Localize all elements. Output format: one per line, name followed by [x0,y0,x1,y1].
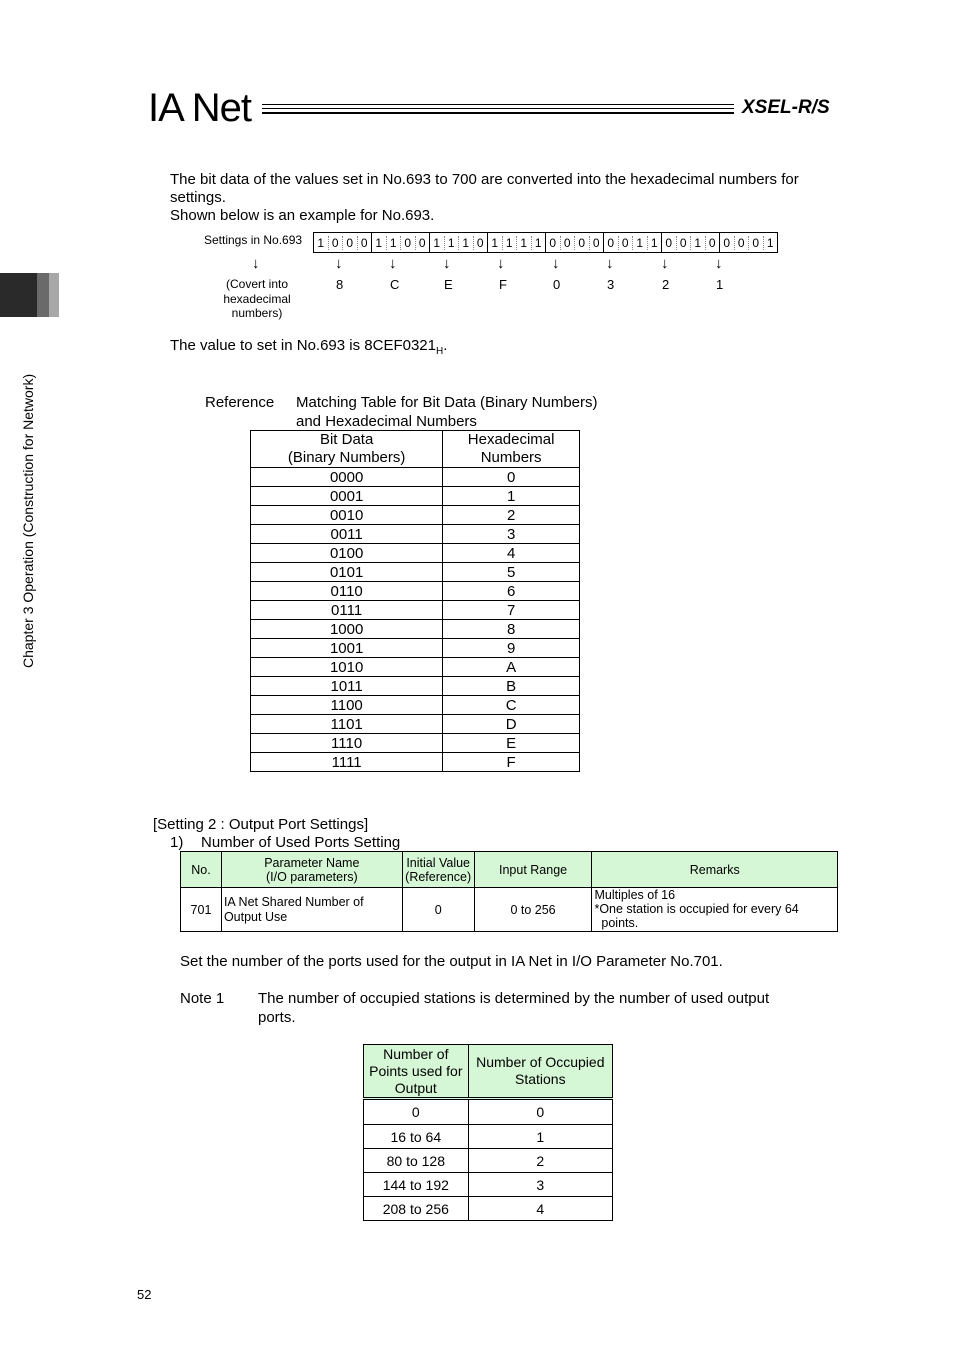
table-cell: Multiples of 16 *One station is occupied for every 64 points. [592,888,838,932]
table-row [251,468,580,487]
table-cell: 0 [364,1099,469,1125]
table-cell: B [443,677,580,696]
intro-line: The bit data of the values set in No.693 to 700 are converted into the hexadecimal numbers for [170,171,799,188]
table-header-row [364,1045,613,1099]
table-cell: 208 to 256 [364,1197,469,1221]
convert-label: (Covert into hexadecimal numbers) [223,277,291,320]
table-cell: 0000 [251,468,443,487]
hex-digit: 2 [662,277,670,292]
header-rule [262,112,734,114]
table-cell: C [443,696,580,715]
hex-digit: C [390,277,400,292]
header-rule [262,108,734,109]
model-name: XSEL-R/S [742,97,830,118]
down-arrow-icon: ↓ [443,255,451,272]
table-row [251,506,580,525]
table-row [251,753,580,772]
table-row [251,582,580,601]
table-cell: IA Net Shared Number of Output Use [221,888,402,932]
table-cell: 1001 [251,639,443,658]
table-cell: 1110 [251,734,443,753]
table-row [251,734,580,753]
bit-group: 1 1 1 0 [430,233,488,253]
table-cell: 80 to 128 [364,1149,469,1173]
table-header: Remarks [592,852,838,888]
reference-title: Matching Table for Bit Data (Binary Numbers) [296,394,598,411]
occupied-stations-table [363,1044,613,1221]
table-cell: 9 [443,639,580,658]
down-arrow-icon: ↓ [661,255,669,272]
table-cell: 0100 [251,544,443,563]
table-header: Number of Points used for Output [364,1045,469,1099]
table-cell: 144 to 192 [364,1173,469,1197]
section-heading: [Setting 2 : Output Port Settings] [153,816,369,833]
hex-digit: 3 [607,277,615,292]
table-header: Bit Data (Binary Numbers) [251,431,443,468]
value-line: The value to set in No.693 is $8CEF0321_H$. [170,337,448,357]
table-cell: 3 [443,525,580,544]
table-cell: 0 [443,468,580,487]
table-row [251,544,580,563]
intro-line: Shown below is an example for No.693. [170,207,435,224]
hex-digit: 0 [553,277,561,292]
sub-title: Number of Used Ports Setting [201,834,401,851]
binary-hex-table [250,430,580,772]
table-cell: 1 [468,1125,612,1149]
note-text: ports. [258,1009,296,1026]
table-cell: 0110 [251,582,443,601]
table-header: Number of Occupied Stations [468,1045,612,1099]
table-row [251,696,580,715]
down-arrow-icon: ↓ [715,255,723,272]
sub-number: 1) [170,834,184,851]
table-cell: 1100 [251,696,443,715]
table-row [251,715,580,734]
table-cell: 1101 [251,715,443,734]
table-cell: 5 [443,563,580,582]
parameter-table [180,851,838,932]
table-cell: 6 [443,582,580,601]
table-cell: 1111 [251,753,443,772]
hex-digit: 8 [336,277,344,292]
table-cell: 8 [443,620,580,639]
table-cell: 1 [443,487,580,506]
table-cell: 2 [468,1149,612,1173]
hex-digit: E [444,277,453,292]
table-row [364,1125,613,1149]
bit-group: 1 1 1 1 [488,233,546,253]
bit-group: 1 0 0 0 [314,233,372,253]
intro-line: settings. [170,189,226,206]
table-cell: 4 [443,544,580,563]
table-row [251,563,580,582]
table-cell: 3 [468,1173,612,1197]
table-cell: 7 [443,601,580,620]
table-header: Input Range [474,852,592,888]
reference-label: Reference [205,394,275,411]
table-cell: 701 [181,888,222,932]
table-cell: 16 to 64 [364,1125,469,1149]
page-title: IA Net [148,86,251,130]
table-row [251,639,580,658]
table-row [251,525,580,544]
hex-digit: F [499,277,507,292]
header-rule [262,104,734,105]
table-row [364,1149,613,1173]
bit-group: 0 0 0 0 [546,233,604,253]
bit-group: 1 1 0 0 [372,233,430,253]
table-cell: 0 [468,1099,612,1125]
table-row [364,1173,613,1197]
note-label: Note 1 [180,990,225,1007]
note-text: The number of occupied stations is determined by the number of used output [258,990,770,1007]
table-cell: 0011 [251,525,443,544]
table-row [181,888,838,932]
table-header: Initial Value (Reference) [402,852,474,888]
reference-title: and Hexadecimal Numbers [296,413,477,430]
table-header-row [181,852,838,888]
down-arrow-icon: ↓ [497,255,505,272]
hex-digit: 1 [716,277,724,292]
table-cell: E [443,734,580,753]
down-arrow-icon: ↓ [389,255,397,272]
table-row [251,487,580,506]
table-cell: 0001 [251,487,443,506]
table-row [364,1099,613,1125]
down-arrow-icon: ↓ [252,255,260,272]
table-cell: 0 to 256 [474,888,592,932]
table-row [251,601,580,620]
table-cell: 0010 [251,506,443,525]
body-text: Set the number of the ports used for the output in IA Net in I/O Parameter No.701. [180,953,723,970]
bit-group: 0 0 0 1 [720,233,778,253]
table-cell: 4 [468,1197,612,1221]
chapter-tab [0,273,37,317]
table-header: Hexadecimal Numbers [443,431,580,468]
table-header: No. [181,852,222,888]
down-arrow-icon: ↓ [606,255,614,272]
bit-group: 0 0 1 1 [604,233,662,253]
chapter-side-label: Chapter 3 Operation (Construction for Network) [20,373,36,668]
page-number: 52 [137,1287,152,1302]
table-header: Parameter Name (I/O parameters) [221,852,402,888]
table-cell: 0 [402,888,474,932]
table-cell: 2 [443,506,580,525]
table-cell: 1000 [251,620,443,639]
table-cell: D [443,715,580,734]
bit-group: 0 0 1 0 [662,233,720,253]
table-row [251,677,580,696]
bit-grid [313,232,778,253]
chapter-tab-stripe [49,273,59,317]
table-cell: 1011 [251,677,443,696]
bit-example-label: Settings in No.693 [204,233,303,247]
chapter-tab-stripe [37,273,49,317]
table-row [364,1197,613,1221]
table-cell: 0101 [251,563,443,582]
table-header-row [251,431,580,468]
down-arrow-icon: ↓ [335,255,343,272]
table-cell: 0111 [251,601,443,620]
table-row [251,620,580,639]
table-row [251,658,580,677]
table-cell: A [443,658,580,677]
table-cell: 1010 [251,658,443,677]
down-arrow-icon: ↓ [552,255,560,272]
table-cell: F [443,753,580,772]
